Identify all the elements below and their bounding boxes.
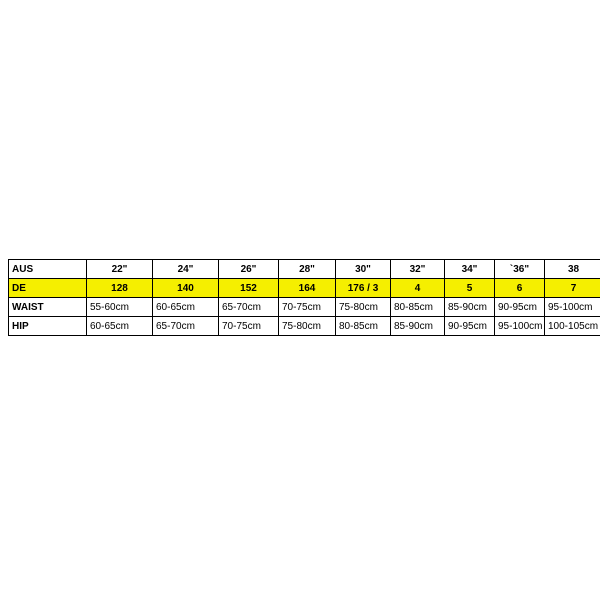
row-header-de: DE xyxy=(9,279,87,298)
table-cell: 55-60cm xyxy=(87,298,153,317)
table-cell: 85-90cm xyxy=(391,317,445,336)
table-cell: 26" xyxy=(219,260,279,279)
table-cell: 176 / 3 xyxy=(336,279,391,298)
table-cell: 30" xyxy=(336,260,391,279)
table-cell: 152 xyxy=(219,279,279,298)
row-header-waist: WAIST xyxy=(9,298,87,317)
table-cell: 90-95cm xyxy=(445,317,495,336)
table-cell: 75-80cm xyxy=(336,298,391,317)
table-cell: 6 xyxy=(495,279,545,298)
table-cell: 60-65cm xyxy=(87,317,153,336)
row-header-aus: AUS xyxy=(9,260,87,279)
table-cell: 100-105cm xyxy=(545,317,600,336)
table-cell: 95-100cm xyxy=(495,317,545,336)
table-cell: 65-70cm xyxy=(153,317,219,336)
table-cell: 75-80cm xyxy=(279,317,336,336)
table-cell: 128 xyxy=(87,279,153,298)
row-header-hip: HIP xyxy=(9,317,87,336)
size-chart-table-wrapper xyxy=(8,259,599,336)
table-cell: 60-65cm xyxy=(153,298,219,317)
table-cell: 24" xyxy=(153,260,219,279)
table-cell: 34" xyxy=(445,260,495,279)
table-cell: 164 xyxy=(279,279,336,298)
table-cell: 140 xyxy=(153,279,219,298)
table-cell: 38 xyxy=(545,260,600,279)
table-cell: 80-85cm xyxy=(336,317,391,336)
size-chart-table xyxy=(8,259,600,336)
table-cell: 70-75cm xyxy=(279,298,336,317)
table-row xyxy=(9,317,600,336)
table-cell: 7 xyxy=(545,279,600,298)
table-row xyxy=(9,260,600,279)
table-cell: `36" xyxy=(495,260,545,279)
table-cell: 85-90cm xyxy=(445,298,495,317)
table-cell: 65-70cm xyxy=(219,298,279,317)
table-cell: 22" xyxy=(87,260,153,279)
table-cell: 4 xyxy=(391,279,445,298)
table-cell: 80-85cm xyxy=(391,298,445,317)
table-cell: 95-100cm xyxy=(545,298,600,317)
table-cell: 5 xyxy=(445,279,495,298)
table-cell: 32" xyxy=(391,260,445,279)
table-cell: 70-75cm xyxy=(219,317,279,336)
table-row xyxy=(9,298,600,317)
table-row xyxy=(9,279,600,298)
table-cell: 28" xyxy=(279,260,336,279)
table-cell: 90-95cm xyxy=(495,298,545,317)
